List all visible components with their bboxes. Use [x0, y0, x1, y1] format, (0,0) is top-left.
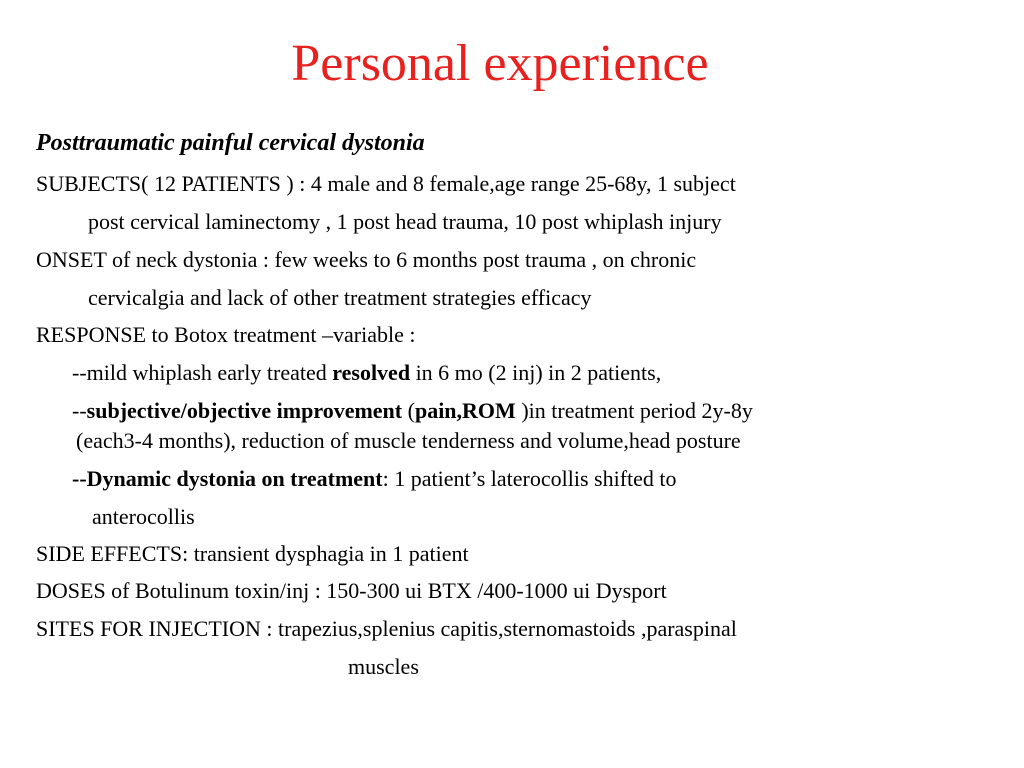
response-item-1 [72, 360, 661, 386]
slide-title: Personal experience [291, 35, 709, 92]
response-item-2 [72, 398, 753, 424]
side-effects-line: SIDE EFFECTS: transient dysphagia in 1 patient [36, 541, 469, 566]
response-item-3-bold: --Dynamic dystonia on treatment [72, 466, 383, 491]
response-heading: RESPONSE to Botox treatment –variable : [36, 322, 416, 347]
response-item-2-paren: ( [402, 398, 415, 423]
response-item-2-dash: -- [72, 398, 87, 423]
response-item-2-bold-2: pain,ROM [414, 398, 516, 423]
response-item-2-continuation: (each3-4 months), reduction of muscle tenderness and volume,head posture [76, 428, 741, 453]
subjects-line-2: post cervical laminectomy , 1 post head trauma, 10 post whiplash injury [88, 209, 722, 234]
response-item-2-post: )in treatment period 2y-8y [515, 398, 753, 423]
onset-line-1: ONSET of neck dystonia : few weeks to 6 months post trauma , on chronic [36, 247, 697, 272]
response-item-1-pre: --mild whiplash early treated [72, 360, 333, 385]
response-item-3-continuation: anterocollis [92, 504, 195, 529]
response-item-3 [72, 466, 677, 492]
slide-subtitle: Posttraumatic painful cervical dystonia [36, 130, 425, 156]
subjects-line-1: SUBJECTS( 12 PATIENTS ) : 4 male and 8 female,age range 25-68y, 1 subject [36, 171, 736, 196]
doses-line: DOSES of Botulinum toxin/inj : 150-300 ui BTX /400-1000 ui Dysport [36, 578, 667, 603]
response-item-1-bold: resolved [332, 360, 411, 385]
response-item-3-post: : 1 patient’s laterocollis shifted to [382, 466, 677, 491]
response-item-1-post: in 6 mo (2 inj) in 2 patients, [410, 360, 662, 385]
sites-line-2: muscles [348, 654, 419, 679]
onset-line-2: cervicalgia and lack of other treatment strategies efficacy [88, 285, 592, 310]
sites-line-1: SITES FOR INJECTION : trapezius,splenius capitis,sternomastoids ,paraspinal [36, 616, 737, 641]
response-item-2-bold-1: subjective/objective improvement [86, 398, 403, 423]
